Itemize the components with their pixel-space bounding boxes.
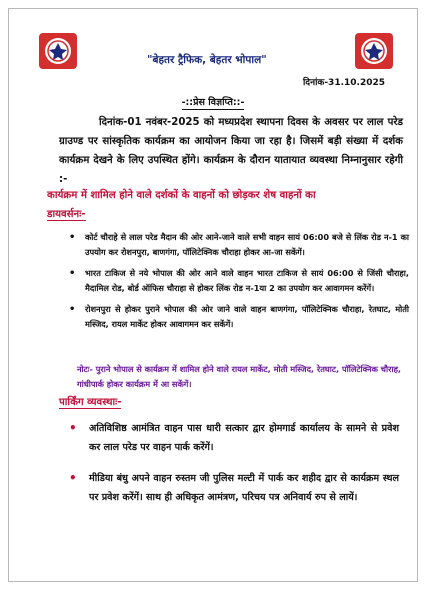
bullet-icon: • — [69, 232, 76, 243]
bullet-icon: • — [69, 268, 76, 279]
press-release-page — [8, 8, 418, 582]
diversion-heading — [47, 186, 411, 224]
diversion-subheading: डायवर्सनः- — [47, 209, 86, 220]
bullet-icon: • — [69, 421, 77, 435]
parking-item-text: अतिविशिष्ठ आमंत्रित वाहन पास धारी सत्कार द्वार होमगार्ड कार्यालय के सामने से प्रवेश कर लाल परेड पर वाहन पार्क करेंगें। — [89, 423, 399, 453]
diversion-heading-line: कार्यक्रम में शामिल होने वाले दर्शकों के वाहनों को छोड़कर शेष वाहनों का — [47, 190, 316, 201]
diversion-note: नोटः- पुराने भोपाल से कार्यक्रम में शामिल होने वाले रायल मार्केट, मोती मस्जिद, रेतघाट, पॉलिटेक्निक चौराह, गांधीपार्क होकर कार्यक्रम में आ सकेंगें। — [77, 364, 402, 389]
bullet-icon: • — [69, 304, 76, 315]
diversion-item-text: रोशनपुरा से होकर पुराने भोपाल की ओर जाने वाले वाहन बाणगंगा, पॉलिटेक्निक चौराहा, रेतघाट, मोती मस्जिद, रायल मार्केट होकर आवागमन कर सकेंगें। — [85, 304, 409, 329]
diversion-list — [61, 230, 409, 338]
parking-item — [59, 469, 399, 507]
press-title-text: -::प्रेस विज्ञप्ति::- — [181, 97, 245, 108]
parking-item-text: मीडिया बंधु अपने वाहन रुस्तम जी पुलिस मल्टी में पार्क कर शहीद द्वार से कार्यक्रम स्थल पर प्रवेश करेंगें। साथ ही अधिकृत आमंत्रण, परिचय पत्र अनिवार्य रुप से लायें। — [89, 473, 399, 503]
release-date: दिनांक-31.10.2025 — [302, 78, 385, 88]
parking-heading-text: पार्किंग व्यवस्थाः- — [59, 397, 122, 408]
parking-item — [59, 419, 399, 457]
parking-list — [59, 419, 399, 519]
parking-heading — [59, 394, 121, 408]
police-emblem-left-icon — [35, 31, 81, 71]
slogan: "बेहतर ट्रैफिक, बेहतर भोपाल" — [147, 54, 267, 66]
bullet-icon: • — [69, 471, 77, 485]
press-title — [9, 95, 417, 108]
diversion-item — [61, 302, 409, 332]
police-emblem-right-icon — [351, 31, 397, 71]
diversion-item — [61, 230, 409, 260]
intro-paragraph: दिनांक-01 नवंबर-2025 को मध्यप्रदेश स्थापना दिवस के अवसर पर लाल परेड ग्राउण्ड पर सांस्कृतिक कार्यक्रम का आयोजन किया जा रहा है। जिसमें बड़ी संख्या में दर्शक कार्यक्रम देखने के लिए उपस्थित होंगे। कार्यक्रम के दौरान यातायात व्यवस्था निम्नानुसार रहेगी :- — [59, 117, 403, 185]
diversion-item-text: कोर्ट चौराहे से लाल परेड मैदान की ओर आने-जाने वाले सभी वाहन सायं 06:00 बजे से लिंक रोड न-1 का उपयोग कर रोशनपुरा, बाणगंगा, पॉलिटेक्निक चौराहा होकर आ-जा सकेंगें। — [85, 232, 409, 257]
diversion-item — [61, 266, 409, 296]
diversion-item-text: भारत टाकिज से नये भोपाल की ओर आने वाले वाहन भारत टाकिज से सायं 06:00 से जिंसी चौराहा, मैदामिल रोड, बोर्ड ऑफिस चौराहा से होकर लिंक रोड न-1या 2 का उपयोग कर आवागमन करेंगें। — [85, 268, 409, 293]
